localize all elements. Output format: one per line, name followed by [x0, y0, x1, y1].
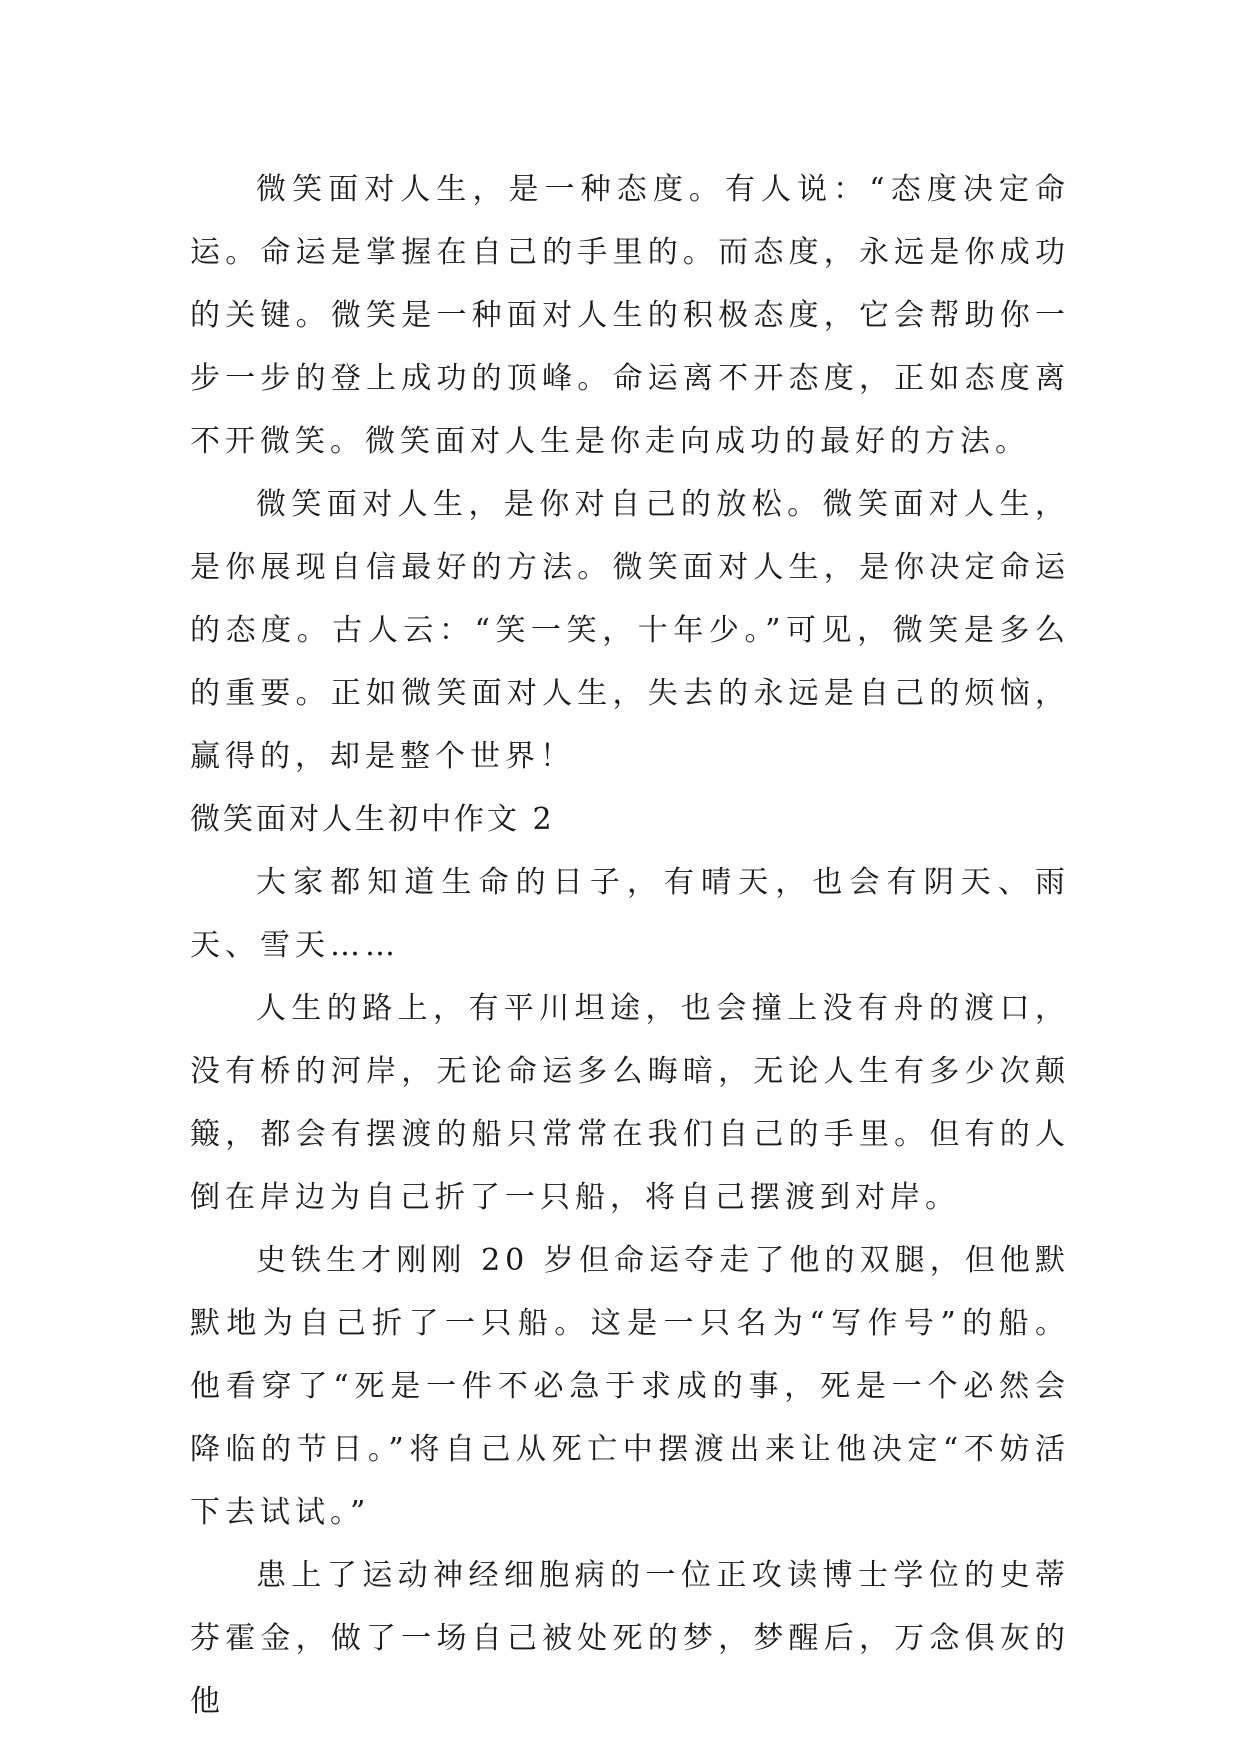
paragraph-shi-tiesheng: 史铁生才刚刚 20 岁但命运夺走了他的双腿，但他默默地为自己折了一只船。这是一只名为“写作号”的船。他看穿了“死是一件不必急于求成的事，死是一个必然会降临的节日。”将自己从死亡中摆渡出来让他决定“不妨活下去试试。” — [190, 1243, 1070, 1530]
document-body — [190, 158, 1070, 1733]
paragraph-ferry: 人生的路上，有平川坦途，也会撞上没有舟的渡口，没有桥的河岸，无论命运多么晦暗，无论人生有多少次颠簸，都会有摆渡的船只常常在我们自己的手里。但有的人倒在岸边为自己折了一只船，将自己摆渡到对岸。 — [190, 991, 1070, 1215]
paragraph-weather: 大家都知道生命的日子，有晴天，也会有阴天、雨天、雪天…… — [190, 865, 1070, 963]
paragraph-hawking: 患上了运动神经细胞病的一位正攻读博士学位的史蒂芬霍金，做了一场自己被处死的梦，梦醒后，万念俱灰的他 — [190, 1558, 1070, 1719]
essay-heading: 微笑面对人生初中作文 2 — [190, 802, 555, 837]
paragraph-relax: 微笑面对人生，是你对自己的放松。微笑面对人生，是你展现自信最好的方法。微笑面对人生，是你决定命运的态度。古人云：“笑一笑，十年少。”可见，微笑是多么的重要。正如微笑面对人生，失去的永远是自己的烦恼，赢得的，却是整个世界！ — [190, 487, 1070, 774]
paragraph-attitude: 微笑面对人生，是一种态度。有人说：“态度决定命运。命运是掌握在自己的手里的。而态度，永远是你成功的关键。微笑是一种面对人生的积极态度，它会帮助你一步一步的登上成功的顶峰。命运离不开态度，正如态度离不开微笑。微笑面对人生是你走向成功的最好的方法。 — [190, 172, 1070, 459]
